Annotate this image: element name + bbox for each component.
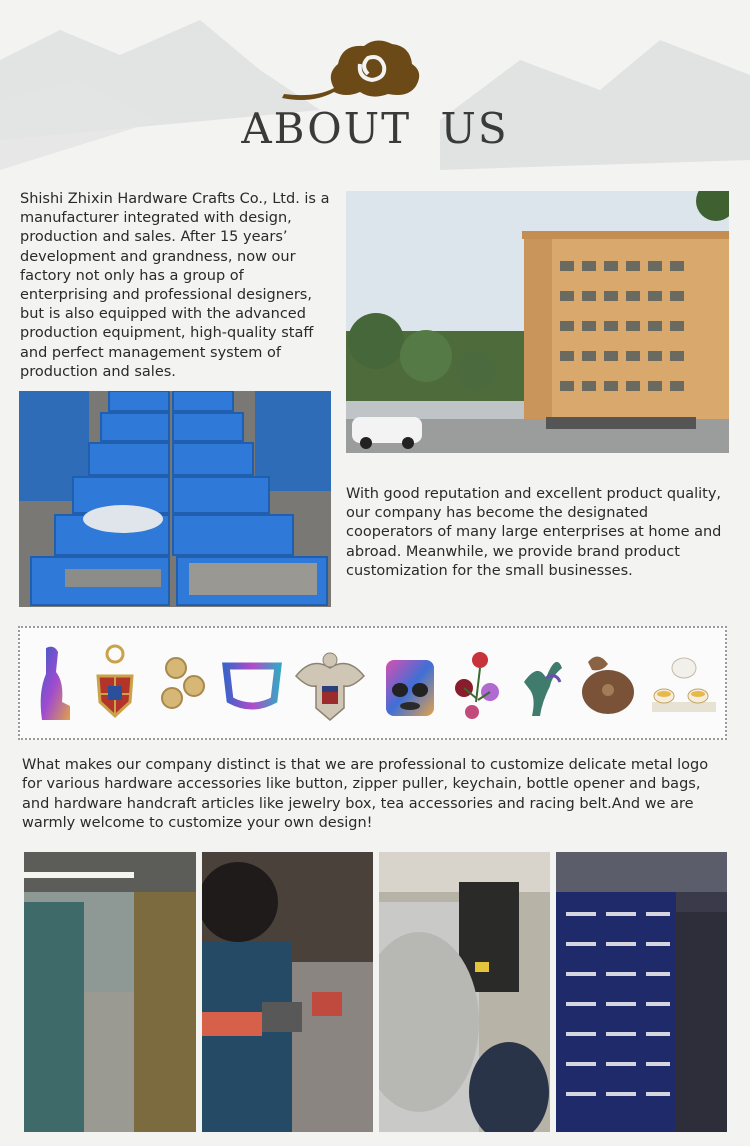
boxed-products-stack-photo <box>556 852 727 1132</box>
gold-buttons-icon <box>156 642 212 726</box>
dragon-figurine-icon <box>516 642 566 726</box>
eagle-badge-icon <box>292 642 368 726</box>
page-title: ABOUT US <box>241 104 509 153</box>
customization-text: What makes our company distinct is that we are professional to customize delicate metal logo for various hardware accessories like button, zipper puller, keychain, bottle opener and bags, and hardware handcraft articles like jewelry box, tea accessories and racing belt.And we are warmly welcome to customize your own design! <box>22 757 709 832</box>
company-intro-text: Shishi Zhixin Hardware Crafts Co., Ltd. is a manufacturer integrated with design, production and sales. After 15 years’ development and grandness, now our factory not only has a group of enterprising and professional designers, but is also equipped with the advanced production equipment, high-quality staff and perfect management system of production and sales. <box>20 191 330 380</box>
cloud-logo-icon <box>276 34 426 106</box>
factory-building-photo <box>346 191 729 453</box>
tea-set-icon <box>648 642 718 726</box>
product-showcase-strip <box>18 626 727 740</box>
lotus-leaf-ornament-icon <box>578 642 636 726</box>
workshop-aisle-photo <box>24 852 196 1132</box>
rainbow-jewelry-box-icon <box>382 642 438 726</box>
worker-grinding-photo <box>202 852 373 1132</box>
warehouse-bins-photo <box>19 391 331 607</box>
enamel-flower-brooch-icon <box>450 642 506 726</box>
press-machine-photo <box>379 852 550 1132</box>
rainbow-bottle-opener-icon <box>34 642 74 726</box>
rainbow-d-ring-buckle-icon <box>220 642 284 726</box>
crest-keychain-icon <box>90 642 140 726</box>
reputation-text: With good reputation and excellent product quality, our company has become the designated cooperators of many large enterprises at home and abroad. Meanwhile, we provide brand product customization for the small businesses. <box>346 486 722 579</box>
